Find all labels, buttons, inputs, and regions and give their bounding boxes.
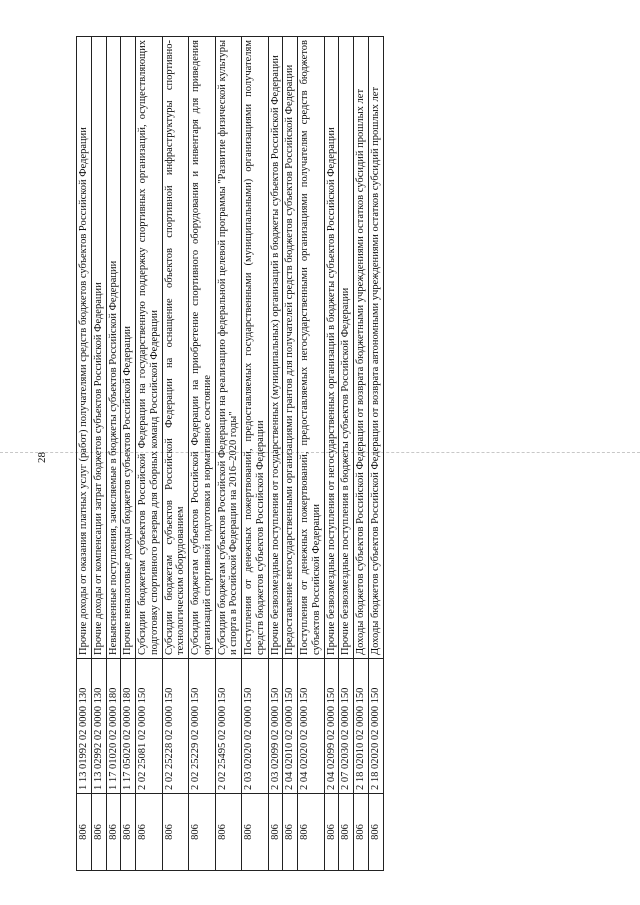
budget-classification-code-cell: 2 02 25495 02 0000 150 xyxy=(215,659,242,794)
administrator-code-cell: 806 xyxy=(162,794,189,871)
page-number: 28 xyxy=(36,452,48,463)
table-row xyxy=(136,37,163,871)
table-row xyxy=(339,37,354,871)
table-row xyxy=(215,37,242,871)
table-row xyxy=(106,37,121,871)
table-row xyxy=(91,37,106,871)
administrator-code-cell: 806 xyxy=(268,794,283,871)
budget-classification-code-cell: 2 02 25228 02 0000 150 xyxy=(162,659,189,794)
budget-classification-code-cell: 2 18 02020 02 0000 150 xyxy=(368,659,383,794)
income-name-cell: Прочие безвозмездные поступления от негосударственных организаций в бюджеты субъектов Российской Федерации xyxy=(324,37,339,659)
income-name-cell: Прочие доходы от оказания платных услуг (работ) получателями средств бюджетов субъектов Российской Федерации xyxy=(77,37,92,659)
table-row xyxy=(283,37,298,871)
administrator-code-cell: 806 xyxy=(91,794,106,871)
income-name-cell: Прочие безвозмездные поступления в бюджеты субъектов Российской Федерации xyxy=(339,37,354,659)
budget-classification-code-cell: 1 17 05020 02 0000 180 xyxy=(121,659,136,794)
table-row xyxy=(77,37,92,871)
income-name-cell: Доходы бюджетов субъектов Российской Федерации от возврата автономными учреждениями остатков субсидий прошлых лет xyxy=(368,37,383,659)
administrator-code-cell: 806 xyxy=(298,794,325,871)
table-row xyxy=(121,37,136,871)
income-codes-table xyxy=(76,36,384,871)
budget-classification-code-cell: 2 04 02020 02 0000 150 xyxy=(298,659,325,794)
income-name-cell: Поступления от денежных пожертвований, предоставляемых негосударственными организациями получателям средств бюджетов субъектов Российской Федерации xyxy=(298,37,325,659)
budget-classification-code-cell: 2 07 02030 02 0000 150 xyxy=(339,659,354,794)
income-name-cell: Прочие безвозмездные поступления от государственных (муниципальных) организаций в бюджеты субъектов Российской Федерации xyxy=(268,37,283,659)
budget-classification-code-cell: 2 04 02010 02 0000 150 xyxy=(283,659,298,794)
budget-classification-code-cell: 2 18 02010 02 0000 150 xyxy=(354,659,369,794)
budget-classification-code-cell: 2 04 02099 02 0000 150 xyxy=(324,659,339,794)
income-name-cell: Предоставление негосударственными организациями грантов для получателей средств бюджетов субъектов Российской Федерации xyxy=(283,37,298,659)
income-name-cell: Субсидии бюджетам субъектов Российской Федерации на оснащение объектов спортивной инфраструктуры спортивно-технологическим оборудованием xyxy=(162,37,189,659)
administrator-code-cell: 806 xyxy=(283,794,298,871)
income-name-cell: Субсидии бюджетам субъектов Российской Федерации на реализацию федеральной целевой программы "Развитие физической культуры и спорта в Российской Федерации на 2016–2020 годы" xyxy=(215,37,242,659)
income-name-cell: Субсидии бюджетам субъектов Российской Федерации на государственную поддержку спортивных организаций, осуществляющих подготовку спортивного резерва для сборных команд Российской Федерации xyxy=(136,37,163,659)
income-name-cell: Поступления от денежных пожертвований, предоставляемых государственными (муниципальными) организациями получателям средств бюджетов субъектов Российской Федерации xyxy=(242,37,269,659)
table-row xyxy=(324,37,339,871)
income-name-cell: Прочие неналоговые доходы бюджетов субъектов Российской Федерации xyxy=(121,37,136,659)
budget-classification-code-cell: 2 03 02020 02 0000 150 xyxy=(242,659,269,794)
administrator-code-cell: 806 xyxy=(354,794,369,871)
table-row xyxy=(189,37,216,871)
administrator-code-cell: 806 xyxy=(121,794,136,871)
income-name-cell: Доходы бюджетов субъектов Российской Федерации от возврата бюджетными учреждениями остатков субсидий прошлых лет xyxy=(354,37,369,659)
income-name-cell: Невыясненные поступления, зачисляемые в бюджеты субъектов Российской Федерации xyxy=(106,37,121,659)
table-body xyxy=(77,37,384,871)
table-row xyxy=(268,37,283,871)
table-row xyxy=(368,37,383,871)
budget-classification-code-cell: 1 17 01020 02 0000 180 xyxy=(106,659,121,794)
table-row xyxy=(242,37,269,871)
administrator-code-cell: 806 xyxy=(215,794,242,871)
landscape-sheet xyxy=(76,36,556,871)
budget-classification-code-cell: 1 13 01992 02 0000 130 xyxy=(77,659,92,794)
income-name-cell: Субсидии бюджетам субъектов Российской Федерации на приобретение спортивного оборудования и инвентаря для приведения организаций спортивной подготовки в нормативное состояние xyxy=(189,37,216,659)
administrator-code-cell: 806 xyxy=(136,794,163,871)
administrator-code-cell: 806 xyxy=(77,794,92,871)
administrator-code-cell: 806 xyxy=(339,794,354,871)
administrator-code-cell: 806 xyxy=(242,794,269,871)
table-row xyxy=(298,37,325,871)
administrator-code-cell: 806 xyxy=(324,794,339,871)
budget-classification-code-cell: 2 02 25229 02 0000 150 xyxy=(189,659,216,794)
rotated-table-area xyxy=(76,36,556,871)
administrator-code-cell: 806 xyxy=(106,794,121,871)
administrator-code-cell: 806 xyxy=(368,794,383,871)
page-number-container xyxy=(36,445,56,465)
administrator-code-cell: 806 xyxy=(189,794,216,871)
budget-classification-code-cell: 1 13 02992 02 0000 130 xyxy=(91,659,106,794)
budget-classification-code-cell: 2 03 02099 02 0000 150 xyxy=(268,659,283,794)
budget-classification-code-cell: 2 02 25081 02 0000 150 xyxy=(136,659,163,794)
income-name-cell: Прочие доходы от компенсации затрат бюджетов субъектов Российской Федерации xyxy=(91,37,106,659)
table-row xyxy=(162,37,189,871)
table-row xyxy=(354,37,369,871)
